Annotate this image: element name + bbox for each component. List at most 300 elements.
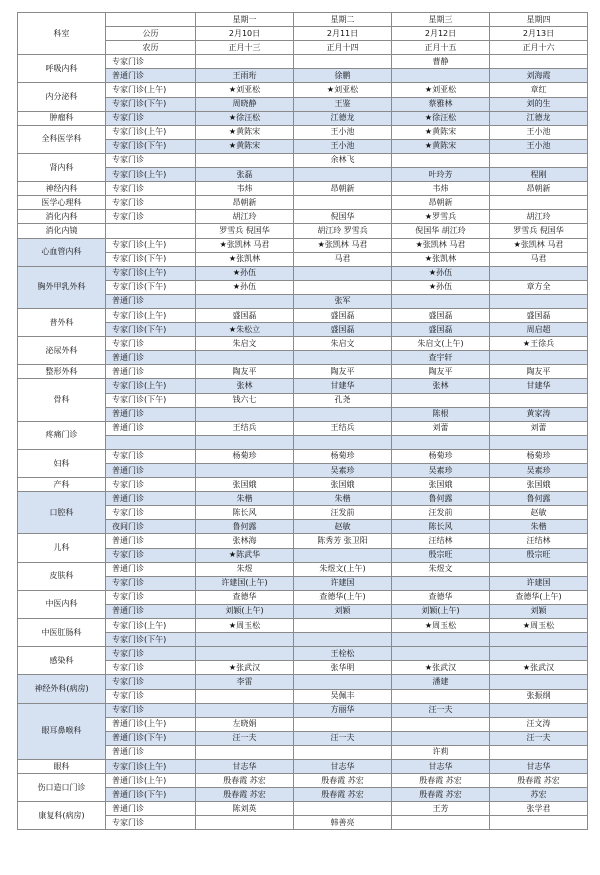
doctor-cell: 赵敏 (490, 506, 588, 520)
schedule-row (18, 562, 588, 576)
doctor-cell (294, 633, 392, 647)
doctor-cell: 钱六七 (196, 393, 294, 407)
doctor-cell: 昂朝新 (294, 182, 392, 196)
doctor-cell (490, 393, 588, 407)
doctor-cell (294, 266, 392, 280)
department-name: 中医肛肠科 (18, 619, 106, 647)
doctor-cell: 张磊 (196, 168, 294, 182)
department-name: 肾内科 (18, 153, 106, 181)
department-name: 泌尿外科 (18, 337, 106, 365)
doctor-cell: 刘颖 (294, 604, 392, 618)
clinic-type: 普通门诊 (106, 492, 196, 506)
schedule-row (18, 421, 588, 435)
clinic-type: 专家门诊 (106, 449, 196, 463)
doctor-cell (196, 351, 294, 365)
doctor-cell: 张林 (196, 379, 294, 393)
header-blank-cell (106, 13, 196, 27)
doctor-cell: 甘志华 (294, 759, 392, 773)
doctor-cell: 方丽华 (294, 703, 392, 717)
doctor-cell: 张学君 (490, 802, 588, 816)
doctor-cell: 王鉴 (294, 97, 392, 111)
department-name: 皮肤科 (18, 562, 106, 590)
schedule-row (18, 619, 588, 633)
doctor-cell: ★张武汉 (196, 661, 294, 675)
doctor-cell: ★孙伍 (196, 266, 294, 280)
doctor-cell: 杨菊珍 (490, 449, 588, 463)
doctor-cell: ★徐汪松 (196, 111, 294, 125)
clinic-type: 普通门诊 (106, 294, 196, 308)
doctor-cell: 许建国(上午) (196, 576, 294, 590)
doctor-cell: 蔡雅林 (392, 97, 490, 111)
doctor-cell: 王雨珩 (196, 69, 294, 83)
clinic-type: 普通门诊(下午) (106, 731, 196, 745)
doctor-cell: 徐鹏 (294, 69, 392, 83)
clinic-type: 普通门诊 (106, 69, 196, 83)
clinic-type: 普通门诊 (106, 604, 196, 618)
doctor-cell (196, 153, 294, 167)
department-name: 普外科 (18, 308, 106, 336)
department-name: 整形外科 (18, 365, 106, 379)
schedule-row (18, 365, 588, 379)
doctor-cell (392, 435, 490, 449)
doctor-cell (490, 647, 588, 661)
schedule-row (18, 182, 588, 196)
clinic-type: 专家门诊 (106, 55, 196, 69)
doctor-cell: 张军 (294, 294, 392, 308)
doctor-cell: 周晓静 (196, 97, 294, 111)
doctor-cell: 查德华(上午) (490, 590, 588, 604)
clinic-type: 普通门诊 (106, 562, 196, 576)
doctor-cell: 章红 (490, 83, 588, 97)
department-name: 胸外甲乳外科 (18, 266, 106, 308)
doctor-cell: 陈长风 (196, 506, 294, 520)
doctor-cell: 程刚 (490, 168, 588, 182)
weekday-header: 星期二 (294, 13, 392, 27)
doctor-cell: 潘建 (392, 675, 490, 689)
doctor-cell: 汪发前 (392, 506, 490, 520)
weekday-header: 星期三 (392, 13, 490, 27)
gregorian-date: 2月13日 (490, 27, 588, 41)
doctor-cell: ★孙伍 (392, 266, 490, 280)
doctor-cell: 陶友平 (392, 365, 490, 379)
clinic-type: 普通门诊(下午) (106, 788, 196, 802)
schedule-row (18, 759, 588, 773)
doctor-cell: 张国娥 (490, 478, 588, 492)
doctor-cell: 陶友平 (490, 365, 588, 379)
department-header: 科室 (18, 13, 106, 55)
schedule-page (17, 12, 588, 830)
weekday-header: 星期四 (490, 13, 588, 27)
department-name: 呼吸内科 (18, 55, 106, 83)
doctor-cell: ★张凯林 马君 (392, 238, 490, 252)
lunar-date: 正月十三 (196, 41, 294, 55)
doctor-cell: 胡江玲 (490, 210, 588, 224)
doctor-cell (490, 562, 588, 576)
doctor-cell (294, 407, 392, 421)
doctor-cell (490, 294, 588, 308)
doctor-cell: 章方全 (490, 280, 588, 294)
doctor-cell: 殷春霞 苏宏 (196, 774, 294, 788)
department-name: 肿瘤科 (18, 111, 106, 125)
schedule-row (18, 83, 588, 97)
schedule-row (18, 238, 588, 252)
doctor-cell (490, 816, 588, 830)
schedule-row (18, 210, 588, 224)
doctor-cell: ★张凯林 马君 (196, 238, 294, 252)
clinic-type: 夜间门诊 (106, 520, 196, 534)
doctor-cell: 殷春霞 苏宏 (392, 788, 490, 802)
department-name: 妇科 (18, 449, 106, 477)
schedule-row (18, 590, 588, 604)
doctor-cell: 甘志华 (392, 759, 490, 773)
doctor-cell: 查德华 (196, 590, 294, 604)
doctor-cell: 江德龙 (294, 111, 392, 125)
schedule-row (18, 196, 588, 210)
schedule-row (18, 802, 588, 816)
doctor-cell: 胡江玲 (196, 210, 294, 224)
doctor-cell: 昂朝新 (392, 196, 490, 210)
department-name: 眼耳鼻喉科 (18, 703, 106, 759)
doctor-cell: 吴素珍 (294, 464, 392, 478)
clinic-type: 专家门诊 (106, 703, 196, 717)
doctor-cell: 殷春霞 苏宏 (294, 774, 392, 788)
doctor-cell: ★刘亚松 (294, 83, 392, 97)
doctor-cell (490, 351, 588, 365)
doctor-cell: 周启超 (490, 323, 588, 337)
clinic-type: 专家门诊 (106, 647, 196, 661)
doctor-cell: 刘蕾 (490, 421, 588, 435)
clinic-type: 专家门诊(下午) (106, 139, 196, 153)
doctor-cell (294, 196, 392, 210)
doctor-cell (294, 548, 392, 562)
doctor-cell: 倪国华 胡江玲 (392, 224, 490, 238)
doctor-cell: 苏宏 (490, 788, 588, 802)
doctor-cell: 查宇轩 (392, 351, 490, 365)
doctor-cell: 刘海霞 (490, 69, 588, 83)
lunar-label: 农历 (106, 41, 196, 55)
department-name: 伤口造口门诊 (18, 774, 106, 802)
gregorian-date: 2月11日 (294, 27, 392, 41)
doctor-cell (294, 717, 392, 731)
doctor-cell (196, 464, 294, 478)
doctor-cell: ★黄陈宋 (196, 125, 294, 139)
doctor-cell (196, 407, 294, 421)
doctor-cell: 盛国磊 (490, 308, 588, 322)
doctor-cell: 甘志华 (490, 759, 588, 773)
doctor-cell (294, 55, 392, 69)
gregorian-label: 公历 (106, 27, 196, 41)
doctor-cell: 杨菊珍 (196, 449, 294, 463)
doctor-cell: 陶友平 (294, 365, 392, 379)
department-name: 消化内镜 (18, 224, 106, 238)
doctor-cell (196, 647, 294, 661)
doctor-cell: 盛国磊 (294, 323, 392, 337)
doctor-cell (490, 745, 588, 759)
doctor-cell: ★黄陈宋 (196, 139, 294, 153)
doctor-cell: 杨菊珍 (392, 449, 490, 463)
lunar-date: 正月十四 (294, 41, 392, 55)
doctor-cell: 王小池 (294, 139, 392, 153)
doctor-cell: 罗雪兵 倪国华 (196, 224, 294, 238)
doctor-cell: 汪结林 (392, 534, 490, 548)
schedule-row (18, 55, 588, 69)
doctor-cell: 殷春霞 苏宏 (196, 788, 294, 802)
doctor-cell: 吴素珍 (392, 464, 490, 478)
doctor-cell (392, 69, 490, 83)
clinic-type: 专家门诊(下午) (106, 323, 196, 337)
doctor-cell: 胡江玲 罗雪兵 (294, 224, 392, 238)
clinic-type: 专家门诊 (106, 153, 196, 167)
doctor-cell: ★徐汪松 (392, 111, 490, 125)
schedule-row (18, 675, 588, 689)
schedule-row (18, 266, 588, 280)
doctor-cell (490, 435, 588, 449)
doctor-cell: 张林海 (196, 534, 294, 548)
clinic-type: 专家门诊(上午) (106, 168, 196, 182)
clinic-type: 专家门诊(上午) (106, 379, 196, 393)
clinic-type: 普通门诊 (106, 802, 196, 816)
doctor-cell: 朱启文(上午) (392, 337, 490, 351)
doctor-cell: 许莉 (392, 745, 490, 759)
weekday-header: 星期一 (196, 13, 294, 27)
lunar-date: 正月十五 (392, 41, 490, 55)
clinic-type: 普通门诊 (106, 464, 196, 478)
doctor-cell (196, 435, 294, 449)
doctor-cell (392, 816, 490, 830)
doctor-cell: 张国娥 (196, 478, 294, 492)
doctor-cell: 王结兵 (196, 421, 294, 435)
clinic-type: 专家门诊 (106, 337, 196, 351)
doctor-cell: 汪一夫 (196, 731, 294, 745)
clinic-type: 专家门诊 (106, 111, 196, 125)
doctor-cell (392, 393, 490, 407)
doctor-cell: 汪一夫 (490, 731, 588, 745)
doctor-cell (294, 280, 392, 294)
doctor-cell: 左晓娟 (196, 717, 294, 731)
gregorian-date: 2月12日 (392, 27, 490, 41)
doctor-cell (392, 689, 490, 703)
doctor-cell: 朱楷 (196, 492, 294, 506)
doctor-cell: 杨菊珍 (294, 449, 392, 463)
doctor-cell: 昂朝新 (196, 196, 294, 210)
department-name: 骨科 (18, 379, 106, 421)
doctor-cell (392, 633, 490, 647)
clinic-type: 专家门诊 (106, 816, 196, 830)
doctor-cell: 刘蕾 (392, 421, 490, 435)
doctor-cell: 甘志华 (196, 759, 294, 773)
clinic-type: 专家门诊(上午) (106, 308, 196, 322)
duty-schedule-table (17, 12, 588, 830)
doctor-cell: 王小池 (294, 125, 392, 139)
schedule-body (18, 13, 588, 830)
doctor-cell (490, 703, 588, 717)
clinic-type: 专家门诊(上午) (106, 238, 196, 252)
schedule-row (18, 224, 588, 238)
department-name: 产科 (18, 478, 106, 492)
doctor-cell: 王小池 (490, 125, 588, 139)
doctor-cell: 江德龙 (490, 111, 588, 125)
department-name: 感染科 (18, 647, 106, 675)
doctor-cell (196, 816, 294, 830)
schedule-row (18, 111, 588, 125)
doctor-cell: 朱煜文(上午) (294, 562, 392, 576)
doctor-cell: 刘颖(上午) (196, 604, 294, 618)
header-row-weekday (18, 13, 588, 27)
doctor-cell (392, 731, 490, 745)
doctor-cell: 吴佩丰 (294, 689, 392, 703)
clinic-type: 专家门诊 (106, 548, 196, 562)
doctor-cell: 韦炜 (392, 182, 490, 196)
doctor-cell: 刘颖 (490, 604, 588, 618)
clinic-type: 专家门诊 (106, 661, 196, 675)
schedule-row (18, 308, 588, 322)
doctor-cell: 朱煜 (196, 562, 294, 576)
doctor-cell: 甘建华 (490, 379, 588, 393)
schedule-row (18, 379, 588, 393)
clinic-type: 专家门诊(下午) (106, 97, 196, 111)
doctor-cell: 陈长风 (392, 520, 490, 534)
doctor-cell (294, 435, 392, 449)
doctor-cell: ★孙伍 (392, 280, 490, 294)
doctor-cell: ★刘亚松 (196, 83, 294, 97)
department-name: 神经内科 (18, 182, 106, 196)
schedule-row (18, 647, 588, 661)
doctor-cell (196, 55, 294, 69)
clinic-type (106, 224, 196, 238)
schedule-row (18, 125, 588, 139)
doctor-cell: 孔尧 (294, 393, 392, 407)
doctor-cell (294, 619, 392, 633)
clinic-type: 专家门诊 (106, 210, 196, 224)
doctor-cell (490, 196, 588, 210)
doctor-cell: 韦炜 (196, 182, 294, 196)
doctor-cell: ★黄陈宋 (392, 125, 490, 139)
doctor-cell (392, 717, 490, 731)
doctor-cell: 汪结林 (490, 534, 588, 548)
doctor-cell: 王栓松 (294, 647, 392, 661)
clinic-type: 普通门诊 (106, 745, 196, 759)
doctor-cell: 罗雪兵 倪国华 (490, 224, 588, 238)
doctor-cell: 韩善亮 (294, 816, 392, 830)
doctor-cell (196, 703, 294, 717)
department-name: 医学心理科 (18, 196, 106, 210)
doctor-cell: 汪一夫 (294, 731, 392, 745)
doctor-cell: 汪一夫 (392, 703, 490, 717)
doctor-cell: 许建国 (294, 576, 392, 590)
doctor-cell: 朱楷 (294, 492, 392, 506)
doctor-cell: 张国娥 (294, 478, 392, 492)
doctor-cell: 陶友平 (196, 365, 294, 379)
doctor-cell: 陈根 (392, 407, 490, 421)
doctor-cell: ★周玉松 (490, 619, 588, 633)
doctor-cell: 余林飞 (294, 153, 392, 167)
doctor-cell: 张华明 (294, 661, 392, 675)
clinic-type: 专家门诊(上午) (106, 619, 196, 633)
doctor-cell (294, 351, 392, 365)
doctor-cell: 查德华(上午) (294, 590, 392, 604)
doctor-cell: 甘建华 (294, 379, 392, 393)
clinic-type: 专家门诊(上午) (106, 266, 196, 280)
doctor-cell: 盛国磊 (294, 308, 392, 322)
doctor-cell: 马君 (294, 252, 392, 266)
doctor-cell (490, 266, 588, 280)
department-name: 口腔科 (18, 492, 106, 534)
doctor-cell: ★周玉松 (196, 619, 294, 633)
clinic-type: 专家门诊(下午) (106, 252, 196, 266)
doctor-cell: 鲁何露 (490, 492, 588, 506)
doctor-cell: 赵敏 (294, 520, 392, 534)
schedule-row (18, 478, 588, 492)
clinic-type: 普通门诊 (106, 534, 196, 548)
doctor-cell: 叶玲芳 (392, 168, 490, 182)
clinic-type: 专家门诊(上午) (106, 125, 196, 139)
doctor-cell (294, 745, 392, 759)
doctor-cell: 黄家涛 (490, 407, 588, 421)
doctor-cell: 陈秀芳 张卫阳 (294, 534, 392, 548)
doctor-cell (196, 294, 294, 308)
department-name: 内分泌科 (18, 83, 106, 111)
schedule-row (18, 153, 588, 167)
clinic-type: 专家门诊(上午) (106, 759, 196, 773)
doctor-cell: ★张凯林 马君 (490, 238, 588, 252)
doctor-cell: ★张凯林 (196, 252, 294, 266)
doctor-cell: ★周玉松 (392, 619, 490, 633)
doctor-cell (490, 675, 588, 689)
doctor-cell: 陈刘英 (196, 802, 294, 816)
doctor-cell: 马君 (490, 252, 588, 266)
clinic-type: 专家门诊(下午) (106, 280, 196, 294)
department-name: 心血管内科 (18, 238, 106, 266)
clinic-type: 普通门诊 (106, 407, 196, 421)
department-name: 疼痛门诊 (18, 421, 106, 449)
doctor-cell: 李雷 (196, 675, 294, 689)
doctor-cell: 殷春霞 苏宏 (490, 774, 588, 788)
doctor-cell: 朱楷 (490, 520, 588, 534)
doctor-cell: 倪国华 (294, 210, 392, 224)
clinic-type: 专家门诊(上午) (106, 83, 196, 97)
doctor-cell: 盛国磊 (392, 308, 490, 322)
doctor-cell: ★罗雪兵 (392, 210, 490, 224)
clinic-type: 专家门诊 (106, 675, 196, 689)
doctor-cell: 汪发前 (294, 506, 392, 520)
doctor-cell (392, 153, 490, 167)
department-name: 康复科(病房) (18, 802, 106, 830)
doctor-cell (196, 689, 294, 703)
clinic-type: 专家门诊 (106, 689, 196, 703)
doctor-cell: 王芳 (392, 802, 490, 816)
department-name: 中医内科 (18, 590, 106, 618)
doctor-cell: ★张凯林 马君 (294, 238, 392, 252)
doctor-cell: 曹静 (392, 55, 490, 69)
clinic-type: 普通门诊(上午) (106, 717, 196, 731)
clinic-type: 专家门诊 (106, 506, 196, 520)
clinic-type: 专家门诊 (106, 576, 196, 590)
department-name: 全科医学科 (18, 125, 106, 153)
doctor-cell: ★张凯林 (392, 252, 490, 266)
clinic-type: 专家门诊 (106, 590, 196, 604)
department-name: 眼科 (18, 759, 106, 773)
doctor-cell: 许建国 (490, 576, 588, 590)
doctor-cell (294, 675, 392, 689)
clinic-type: 普通门诊(上午) (106, 774, 196, 788)
doctor-cell: 鲁何露 (196, 520, 294, 534)
doctor-cell: ★朱松立 (196, 323, 294, 337)
doctor-cell: 朱煜文 (392, 562, 490, 576)
doctor-cell: ★黄陈宋 (392, 139, 490, 153)
schedule-row (18, 492, 588, 506)
doctor-cell: 殷宗旺 (392, 548, 490, 562)
doctor-cell (196, 745, 294, 759)
